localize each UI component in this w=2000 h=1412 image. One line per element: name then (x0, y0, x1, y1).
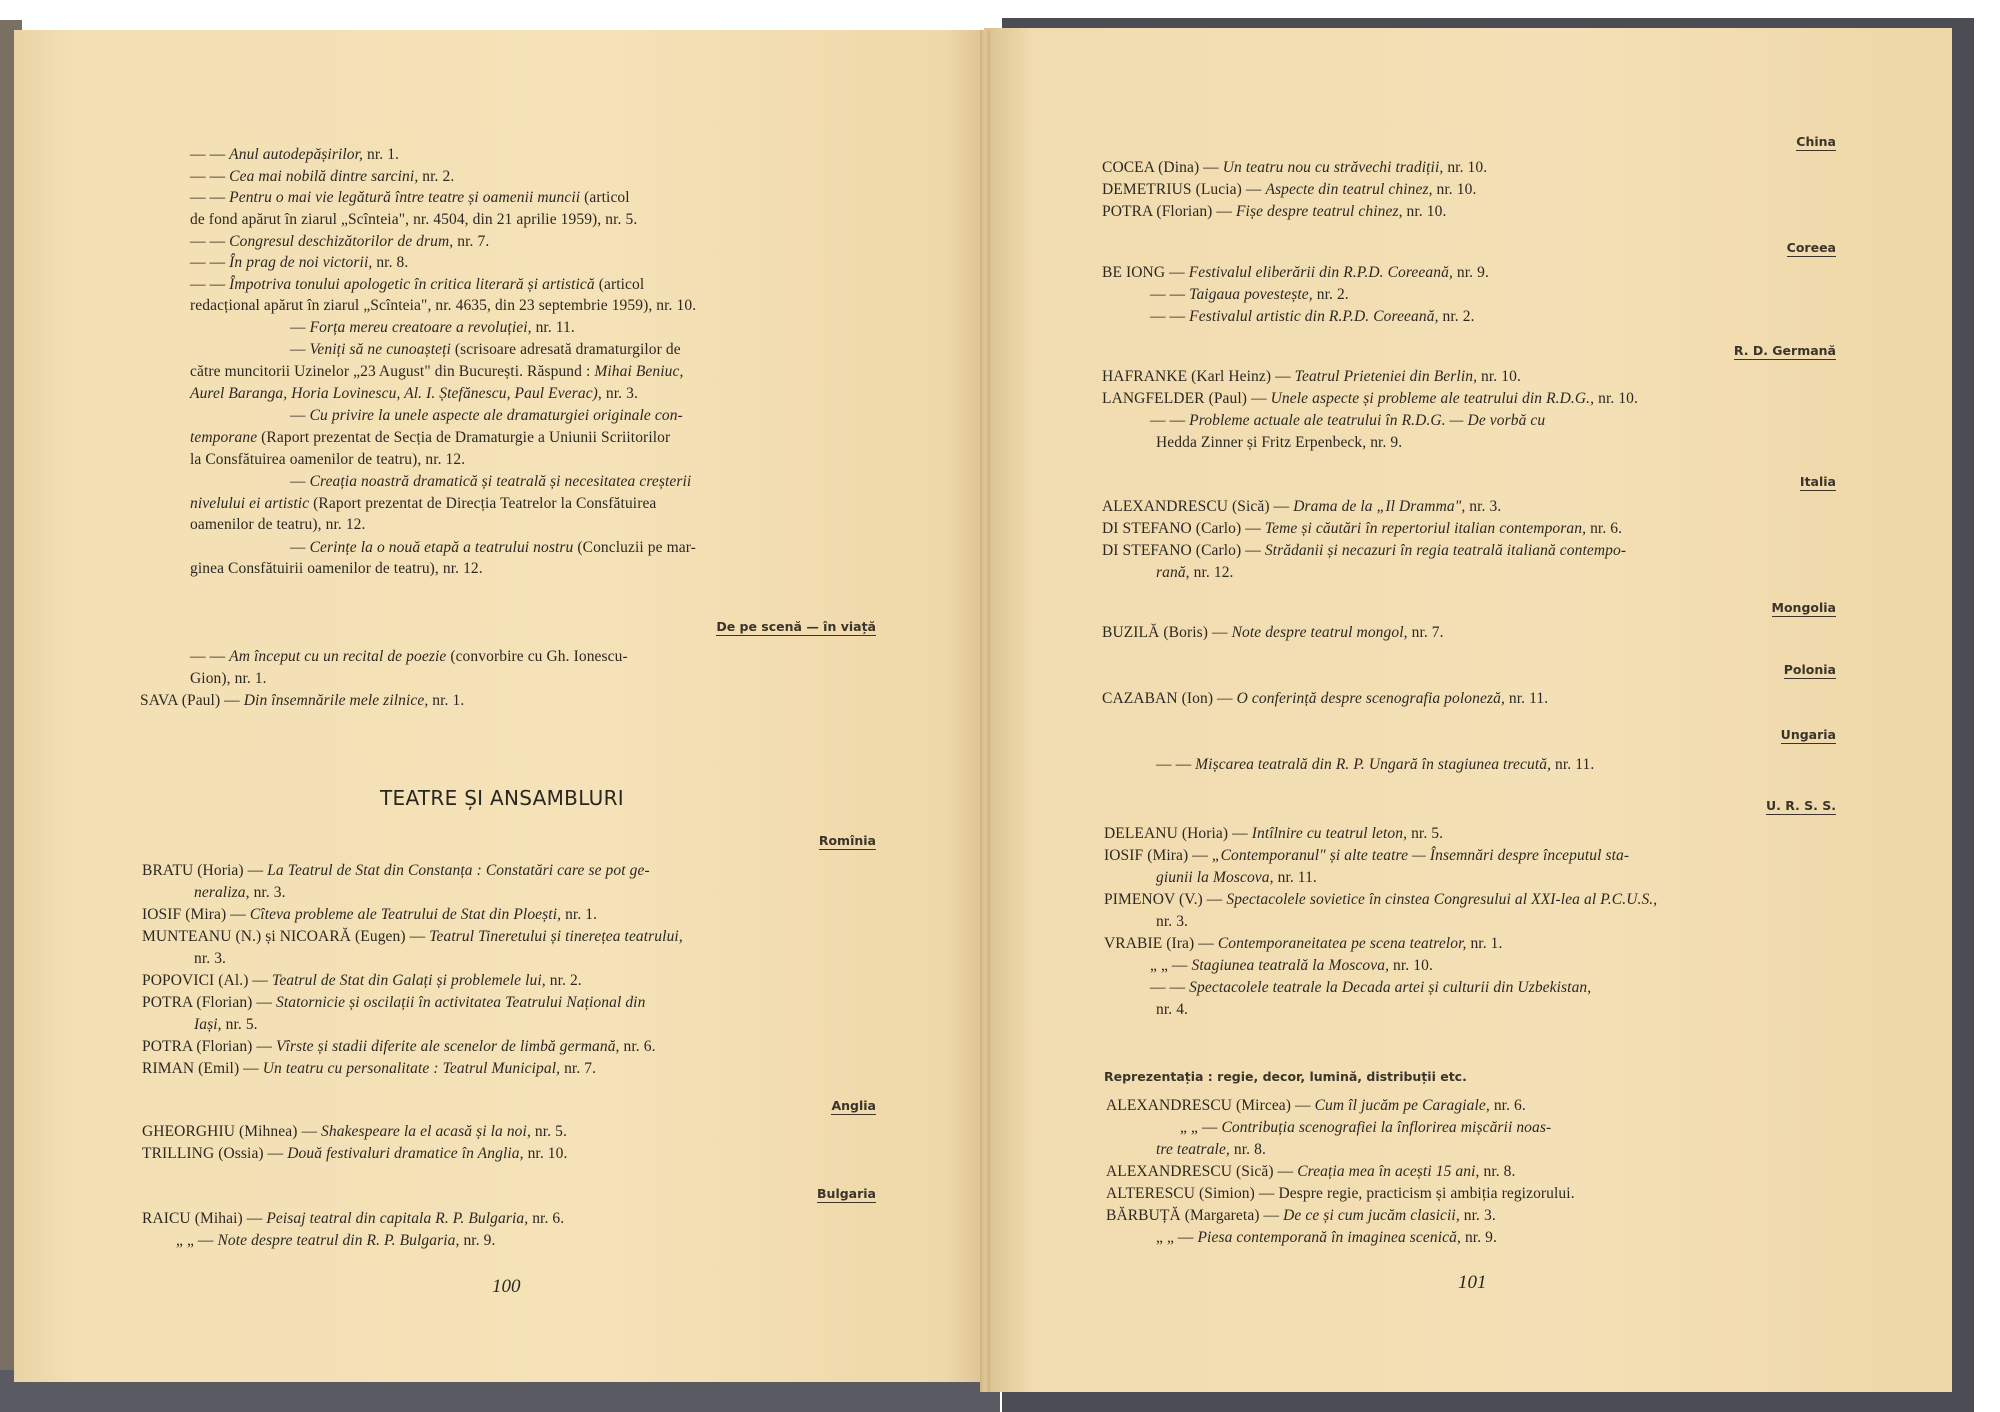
section-label-ungaria: Ungaria (1780, 727, 1836, 742)
entry-author: — — (1150, 979, 1190, 996)
entry-detail: nr. 3. (1156, 913, 1189, 930)
entry-detail: nr. 11. (1508, 690, 1549, 707)
entry-author: TRILLING (Ossia) — (142, 1145, 288, 1162)
entry-title: Vîrste și stadii diferite ale scenelor de limbă germană, (275, 1038, 624, 1055)
entry-author: PIMENOV (V.) — (1104, 891, 1227, 908)
section-label-polonia: Polonia (1783, 662, 1836, 677)
section-label-reprezentatia: Reprezentația : regie, decor, lumină, distribuții etc. (1104, 1069, 1467, 1084)
entry-author: — — (190, 276, 230, 293)
entry-title: Piesa contemporană în imaginea scenică, (1197, 1229, 1465, 1246)
entry-line (1156, 912, 1188, 932)
entry-title: Spectacolele sovietice în cinstea Congresului al XXI-lea al P.C.U.S., (1226, 891, 1658, 908)
entry-detail: (articol (598, 276, 645, 293)
entry-author: — — (1156, 756, 1196, 773)
section-label-coreea: Coreea (1786, 240, 1836, 255)
entry-line (1106, 1096, 1526, 1116)
entry-title: Festivalul eliberării din R.P.D. Coreeană, (1188, 264, 1457, 281)
entry-title: Aurel Baranga, Horia Lovinescu, Al. I. Ștefănescu, Paul Everac), (190, 385, 606, 402)
entry-line (194, 949, 226, 969)
entry-line (190, 210, 637, 230)
entry-line (190, 253, 408, 273)
entry-title: rană, (1156, 564, 1194, 581)
entry-title: Am început cu un recital de poezie (229, 648, 451, 665)
entry-detail: nr. 9. (1456, 264, 1489, 281)
entry-author: BE IONG — (1102, 264, 1189, 281)
entry-title: Mișcarea teatrală din R. P. Ungară în stagiunea trecută, (1195, 756, 1556, 773)
entry-title: neraliza, (194, 884, 254, 901)
entry-detail: nr. 7. (564, 1060, 597, 1077)
entry-title: Un teatru nou cu străvechi tradiții, (1222, 159, 1448, 176)
entry-author: IOSIF (Mira) — (1104, 847, 1212, 864)
entry-detail: nr. 7. (457, 233, 490, 250)
entry-title: Strădanii și necazuri în regia teatrală italiană contempo- (1264, 542, 1627, 559)
entry-line (190, 275, 644, 295)
entry-title: Aspecte din teatrul chinez, (1265, 181, 1437, 198)
entry-author: ALEXANDRESCU (Sică) — (1102, 498, 1294, 515)
entry-line (1156, 563, 1234, 583)
entry-detail: către muncitorii Uzinelor „23 August" din București. Răspund : (190, 363, 595, 380)
entry-line (290, 406, 683, 426)
entry-line (190, 450, 465, 470)
entry-detail: Gion), nr. 1. (190, 670, 267, 687)
entry-title: Veniți să ne cunoașteți (309, 341, 455, 358)
entry-author: — — (190, 254, 230, 271)
entry-title: Iași, (194, 1016, 226, 1033)
entry-author: RIMAN (Emil) — (142, 1060, 263, 1077)
entry-line (190, 296, 696, 316)
entry-author: GHEORGHIU (Mihnea) — (142, 1123, 322, 1140)
entry-title: Anul autodepășirilor, (229, 146, 367, 163)
entry-title: Pentru o mai vie legătură între teatre și oamenii muncii (229, 189, 585, 206)
entry-detail: nr. 3. (253, 884, 286, 901)
entry-title: Unele aspecte și probleme ale teatrului din R.D.G., (1270, 390, 1599, 407)
entry-detail: (convorbire cu Gh. Ionescu- (450, 648, 628, 665)
section-label-bulgaria: Bulgaria (817, 1186, 876, 1201)
entry-line (1102, 541, 1626, 561)
entry-detail: de fond apărut în ziarul „Scînteia", nr. 4504, din 21 aprilie 1959), nr. 5. (190, 211, 638, 228)
entry-author: — (290, 407, 310, 424)
entry-detail: nr. 1. (565, 906, 598, 923)
entry-line (190, 647, 628, 667)
entry-line (190, 384, 638, 404)
entry-title: În prag de noi victorii, (229, 254, 377, 271)
entry-line (190, 428, 670, 448)
entry-detail: nr. 6. (623, 1038, 656, 1055)
entry-detail: nr. 3. (1463, 1207, 1496, 1224)
entry-detail: nr. 2. (1316, 286, 1349, 303)
entry-detail: nr. 10. (1447, 159, 1488, 176)
section-label-germana: R. D. Germană (1733, 343, 1836, 358)
entry-line (194, 1015, 258, 1035)
entry-detail: nr. 10. (1436, 181, 1477, 198)
entry-detail: nr. 2. (549, 972, 582, 989)
entry-line (190, 494, 656, 514)
entry-line (142, 1122, 567, 1142)
entry-author: BĂRBUȚĂ (Margareta) — (1106, 1207, 1284, 1224)
entry-detail: nr. 9. (463, 1232, 496, 1249)
entry-line (1102, 263, 1489, 283)
entry-line (1104, 824, 1443, 844)
entry-author: — — (1150, 308, 1190, 325)
entry-detail: nr. 6. (1590, 520, 1623, 537)
entry-title: Taigaua povestește, (1189, 286, 1317, 303)
entry-title: Cerințe la o nouă etapă a teatrului nostru (309, 539, 578, 556)
entry-title: tre teatrale, (1156, 1141, 1234, 1158)
entry-detail: nr. 3. (1469, 498, 1502, 515)
entry-detail: nr. 3. (194, 950, 227, 967)
entry-title: Statornicie și oscilații în activitatea Teatrului Național din (275, 994, 646, 1011)
entry-line (140, 691, 464, 711)
entry-author: BRATU (Horia) — (142, 862, 268, 879)
entry-title: Un teatru cu personalitate : Teatrul Municipal, (262, 1060, 565, 1077)
entry-author: DELEANU (Horia) — (1104, 825, 1252, 842)
entry-line (1156, 755, 1594, 775)
entry-author: — — (190, 168, 230, 185)
entry-detail: nr. 5. (534, 1123, 567, 1140)
entry-title: Peisaj teatral din capitala R. P. Bulgaria, (266, 1210, 533, 1227)
entry-line (1150, 285, 1349, 305)
entry-line (142, 861, 650, 881)
entry-line (1156, 1228, 1497, 1248)
entry-author: DI STEFANO (Carlo) — (1102, 542, 1265, 559)
entry-line (190, 669, 267, 689)
entry-detail: Despre regie, practicism și ambiția regizorului. (1278, 1185, 1575, 1202)
entry-title: Teatrul Prieteniei din Berlin, (1294, 368, 1482, 385)
section-heading-teatre: TEATRE ȘI ANSAMBLURI (380, 786, 624, 810)
entry-detail: nr. 9. (1464, 1229, 1497, 1246)
entry-detail: (Raport prezentat de Direcția Teatrelor la Consfătuirea (313, 495, 657, 512)
entry-author: POTRA (Florian) — (142, 994, 276, 1011)
entry-author: COCEA (Dina) — (1102, 159, 1223, 176)
entry-author: — — (190, 189, 230, 206)
entry-line (1102, 158, 1487, 178)
entry-author: — — (1150, 412, 1190, 429)
entry-line (142, 1144, 567, 1164)
entry-detail: nr. 6. (532, 1210, 565, 1227)
entry-detail: ginea Consfătuirii oamenilor de teatru), nr. 12. (190, 560, 483, 577)
entry-title: Note despre teatrul mongol, (1231, 624, 1412, 641)
entry-line (1102, 180, 1476, 200)
entry-line (290, 318, 575, 338)
entry-author: CAZABAN (Ion) — (1102, 690, 1237, 707)
entry-detail: nr. 4. (1156, 1001, 1189, 1018)
entry-author: IOSIF (Mira) — (142, 906, 250, 923)
entry-title: Spectacolele teatrale la Decada artei și culturii din Uzbekistan, (1189, 979, 1592, 996)
entry-line (1156, 433, 1402, 453)
entry-detail: (articol (584, 189, 630, 206)
entry-line (1104, 846, 1629, 866)
entry-title: Drama de la „Il Dramma", (1293, 498, 1470, 515)
entry-line (1156, 1140, 1266, 1160)
entry-detail: nr. 11. (1277, 869, 1317, 886)
section-label-mongolia: Mongolia (1771, 600, 1836, 615)
entry-author: POTRA (Florian) — (142, 1038, 276, 1055)
entry-line (1150, 978, 1591, 998)
entry-title: temporane (190, 429, 262, 446)
entry-title: Shakespeare la el acasă și la noi, (321, 1123, 535, 1140)
entry-title: Teatrul de Stat din Galați și problemele lui, (272, 972, 550, 989)
entry-author: „ „ — (1150, 957, 1192, 974)
entry-detail: (Raport prezentat de Secția de Dramaturgie a Uniunii Scriitorilor (261, 429, 671, 446)
entry-line (1150, 411, 1545, 431)
entry-line (194, 883, 286, 903)
entry-detail: nr. 6. (1493, 1097, 1526, 1114)
entry-title: Forța mereu creatoare a revoluției, (309, 319, 536, 336)
entry-author: — (290, 539, 310, 556)
entry-author: — — (1150, 286, 1190, 303)
section-label-romania: Romînia (818, 833, 876, 848)
section-label-china: China (1796, 134, 1836, 149)
entry-line (1102, 519, 1622, 539)
entry-line (142, 927, 683, 947)
entry-author: LANGFELDER (Paul) — (1102, 390, 1271, 407)
entry-line (1102, 367, 1521, 387)
entry-detail: nr. 5. (1411, 825, 1444, 842)
entry-title: Cum îl jucăm pe Caragiale, (1314, 1097, 1494, 1114)
entry-detail: nr. 5. (225, 1016, 258, 1033)
entry-line (190, 167, 454, 187)
entry-line (142, 1209, 564, 1229)
entry-author: „ „ — (1180, 1119, 1222, 1136)
entry-line (142, 1037, 656, 1057)
entry-line (190, 232, 489, 252)
entry-author: — (290, 341, 310, 358)
entry-title: Împotriva tonului apologetic în critica literară și artistică (229, 276, 599, 293)
entry-detail: redacțional apărut în ziarul „Scînteia", nr. 4635, din 23 septembrie 1959), nr. 10. (190, 297, 697, 314)
entry-title: Două festivaluri dramatice în Anglia, (287, 1145, 528, 1162)
entry-detail: nr. 1. (1470, 935, 1503, 952)
entry-detail: nr. 10. (1406, 203, 1447, 220)
entry-author: DEMETRIUS (Lucia) — (1102, 181, 1266, 198)
entry-author: POTRA (Florian) — (1102, 203, 1236, 220)
entry-line (1102, 202, 1446, 222)
section-label-italia: Italia (1799, 474, 1836, 489)
section-label-anglia: Anglia (831, 1098, 876, 1113)
entry-author: DI STEFANO (Carlo) — (1102, 520, 1265, 537)
entry-line (1102, 689, 1548, 709)
entry-line (1102, 497, 1501, 517)
entry-line (1106, 1162, 1516, 1182)
entry-line (1156, 868, 1317, 888)
entry-detail: la Consfătuirea oamenilor de teatru), nr. 12. (190, 451, 466, 468)
entry-line (1106, 1184, 1575, 1204)
entry-detail: nr. 2. (422, 168, 455, 185)
page-number-left: 100 (492, 1276, 521, 1297)
entry-title: Fișe despre teatrul chinez, (1235, 203, 1407, 220)
entry-line (142, 993, 645, 1013)
entry-author: — (290, 319, 310, 336)
entry-title: Teme și căutări în repertoriul italian contemporan, (1264, 520, 1591, 537)
entry-line (190, 188, 630, 208)
entry-detail: nr. 10. (1393, 957, 1433, 974)
entry-detail: oamenilor de teatru), nr. 12. (190, 516, 366, 533)
entry-line (190, 362, 683, 382)
entry-title: Intîlnire cu teatrul leton, (1251, 825, 1412, 842)
entry-line (190, 145, 399, 165)
entry-line (142, 905, 597, 925)
entry-detail: nr. 1. (367, 146, 400, 163)
entry-detail: nr. 8. (376, 254, 409, 271)
entry-author: HAFRANKE (Karl Heinz) — (1102, 368, 1295, 385)
entry-detail: nr. 11. (535, 319, 575, 336)
entry-title: Creația noastră dramatică și teatrală și necesitatea creșterii (309, 473, 692, 490)
entry-detail: nr. 1. (432, 692, 465, 709)
entry-author: ALTERESCU (Simion) — (1106, 1185, 1279, 1202)
entry-line (1102, 389, 1638, 409)
entry-line (190, 515, 366, 535)
entry-line (1150, 307, 1475, 327)
entry-title: Cîteva probleme ale Teatrului de Stat din Ploești, (249, 906, 566, 923)
entry-line (1180, 1118, 1551, 1138)
entry-title: „Contemporanul" și alte teatre — Însemnări despre începutul sta- (1211, 847, 1630, 864)
entry-title: Creația mea în acești 15 ani, (1297, 1163, 1484, 1180)
entry-title: Congresul deschizătorilor de drum, (229, 233, 458, 250)
entry-line (190, 559, 483, 579)
entry-detail: nr. 3. (605, 385, 638, 402)
entry-line (1102, 623, 1444, 643)
entry-author: SAVA (Paul) — (140, 692, 244, 709)
entry-title: La Teatrul de Stat din Constanța : Constatări care se pot ge- (267, 862, 650, 879)
entry-title: Contribuția scenografiei la înflorirea mișcării noas- (1221, 1119, 1552, 1136)
entry-detail: (Concluzii pe mar- (577, 539, 696, 556)
entry-author: RAICU (Mihai) — (142, 1210, 267, 1227)
entry-detail: Hedda Zinner și Fritz Erpenbeck, nr. 9. (1156, 434, 1403, 451)
entry-line (142, 1059, 596, 1079)
entry-line (290, 538, 696, 558)
entry-line (1106, 1206, 1496, 1226)
entry-title: Festivalul artistic din R.P.D. Coreeană, (1189, 308, 1443, 325)
entry-author: — — (190, 648, 230, 665)
entry-detail: nr. 7. (1411, 624, 1444, 641)
entry-detail: nr. 10. (527, 1145, 568, 1162)
entry-author: ALEXANDRESCU (Sică) — (1106, 1163, 1298, 1180)
entry-detail: nr. 11. (1555, 756, 1595, 773)
entry-line (1156, 1000, 1188, 1020)
entry-author: ALEXANDRESCU (Mircea) — (1106, 1097, 1315, 1114)
entry-title: Contemporaneitatea pe scena teatrelor, (1217, 935, 1471, 952)
entry-author: — — (190, 146, 230, 163)
entry-line (1150, 956, 1433, 976)
entry-author: MUNTEANU (N.) și NICOARĂ (Eugen) — (142, 928, 430, 945)
entry-detail: nr. 10. (1481, 368, 1521, 385)
entry-author: BUZILĂ (Boris) — (1102, 624, 1232, 641)
entry-detail: nr. 8. (1233, 1141, 1266, 1158)
entry-author: „ „ — (176, 1232, 218, 1249)
entry-line (1104, 890, 1657, 910)
entry-author: POPOVICI (Al.) — (142, 972, 273, 989)
entry-names: Mihai Beniuc, (594, 363, 684, 380)
entry-title: Din însemnările mele zilnice, (243, 692, 433, 709)
entry-author: — (290, 473, 310, 490)
entry-title: Cu privire la unele aspecte ale dramaturgiei originale con- (309, 407, 683, 424)
page-number-right: 101 (1458, 1272, 1487, 1293)
entry-title: Stagiunea teatrală la Moscova, (1191, 957, 1394, 974)
entry-author: — — (190, 233, 230, 250)
entry-line (176, 1231, 496, 1251)
entry-title: nivelului ei artistic (190, 495, 314, 512)
entry-title: O conferință despre scenografia poloneză, (1236, 690, 1509, 707)
entry-title: Probleme actuale ale teatrului în R.D.G. — De vorbă cu (1189, 412, 1546, 429)
entry-title: Cea mai nobilă dintre sarcini, (229, 168, 423, 185)
entry-author: VRABIE (Ira) — (1104, 935, 1218, 952)
entry-author: „ „ — (1156, 1229, 1198, 1246)
entry-line (290, 340, 681, 360)
entry-title: giunii la Moscova, (1156, 869, 1278, 886)
entry-detail: nr. 8. (1483, 1163, 1516, 1180)
book-gutter (980, 30, 990, 1392)
section-label-urss: U. R. S. S. (1765, 798, 1836, 813)
entry-line (1104, 934, 1502, 954)
entry-title: Note despre teatrul din R. P. Bulgaria, (217, 1232, 464, 1249)
entry-title: Teatrul Tineretului și tinerețea teatrului, (429, 928, 683, 945)
entry-line (290, 472, 691, 492)
entry-detail: (scrisoare adresată dramaturgilor de (454, 341, 681, 358)
entry-line (142, 971, 582, 991)
section-label-scena: De pe scenă — în viață (716, 619, 876, 634)
entry-detail: nr. 10. (1598, 390, 1638, 407)
entry-title: De ce și cum jucăm clasicii, (1283, 1207, 1464, 1224)
entry-detail: nr. 2. (1442, 308, 1475, 325)
entry-detail: nr. 12. (1193, 564, 1234, 581)
